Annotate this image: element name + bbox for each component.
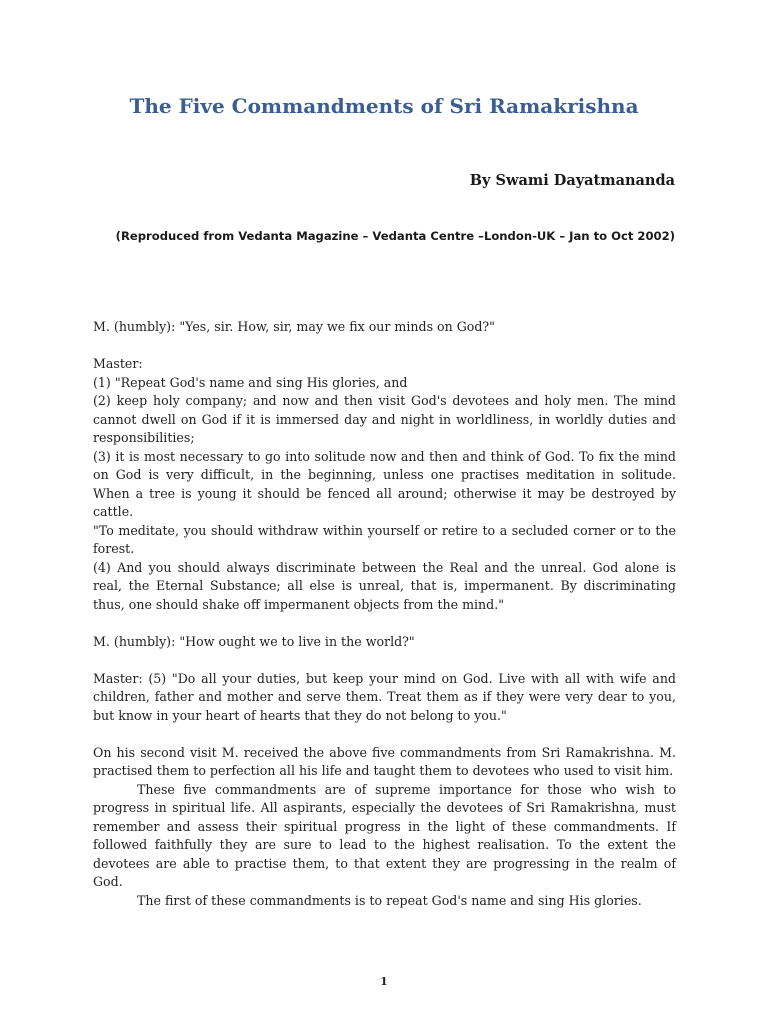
paragraph: M. (humbly): "How ought we to live in the world?": [93, 633, 415, 649]
paragraph: (3) it is most necessary to go into solitude now and then and think of God. To fix the mind on God is very difficult, in the beginning, unless one practises meditation in solitude. When a tree is young it should be fenced all around; otherwise it may be destroyed by cattle.: [93, 448, 676, 519]
source-note: (Reproduced from Vedanta Magazine – Vedanta Centre –London-UK – Jan to Oct 2002): [115, 229, 675, 243]
paragraph: M. (humbly): "Yes, sir. How, sir, may we fix our minds on God?": [93, 319, 495, 334]
paragraph-gap: [93, 725, 676, 744]
paragraph: (4) And you should always discriminate between the Real and the unreal. God alone is real, the Eternal Substance; all else is unreal, that is, impermanent. By discriminating thus, one should shake off impermanent objects from the mind.": [93, 559, 676, 612]
paragraph-gap: [93, 614, 676, 633]
paragraph: (1) "Repeat God's name and sing His glories, and: [93, 374, 408, 390]
paragraph-gap: [93, 337, 676, 356]
paragraph: The first of these commandments is to repeat God's name and sing His glories.: [137, 892, 642, 908]
paragraph: "To meditate, you should withdraw within yourself or retire to a secluded corner or to the forest.: [93, 522, 676, 556]
document-body: [93, 318, 676, 910]
document-title: The Five Commandments of Sri Ramakrishna: [129, 94, 639, 118]
author-byline: By Swami Dayatmananda: [469, 172, 675, 189]
paragraph-gap: [93, 651, 676, 670]
page-number: 1: [380, 975, 388, 988]
paragraph: On his second visit M. received the above five commandments from Sri Ramakrishna. M. practised them to perfection all his life and taught them to devotees who used to visit him.: [93, 744, 676, 778]
paragraph: These five commandments are of supreme importance for those who wish to progress in spiritual life. All aspirants, especially the devotees of Sri Ramakrishna, must remember and assess their spiritual progress in the light of these commandments. If followed faithfully they are sure to lead to the highest realisation. To the extent the devotees are able to practise them, to that extent they are progressing in the realm of God.: [93, 781, 676, 889]
paragraph: Master:: [93, 356, 143, 371]
paragraph: (2) keep holy company; and now and then visit God's devotees and holy men. The mind cannot dwell on God if it is immersed day and night in worldliness, in worldly duties and responsibilities;: [93, 393, 676, 445]
paragraph: Master: (5) "Do all your duties, but keep your mind on God. Live with all with wife and children, father and mother and serve them. Treat them as if they were very dear to you, but know in your heart of hearts that they do not belong to you.": [93, 670, 676, 723]
